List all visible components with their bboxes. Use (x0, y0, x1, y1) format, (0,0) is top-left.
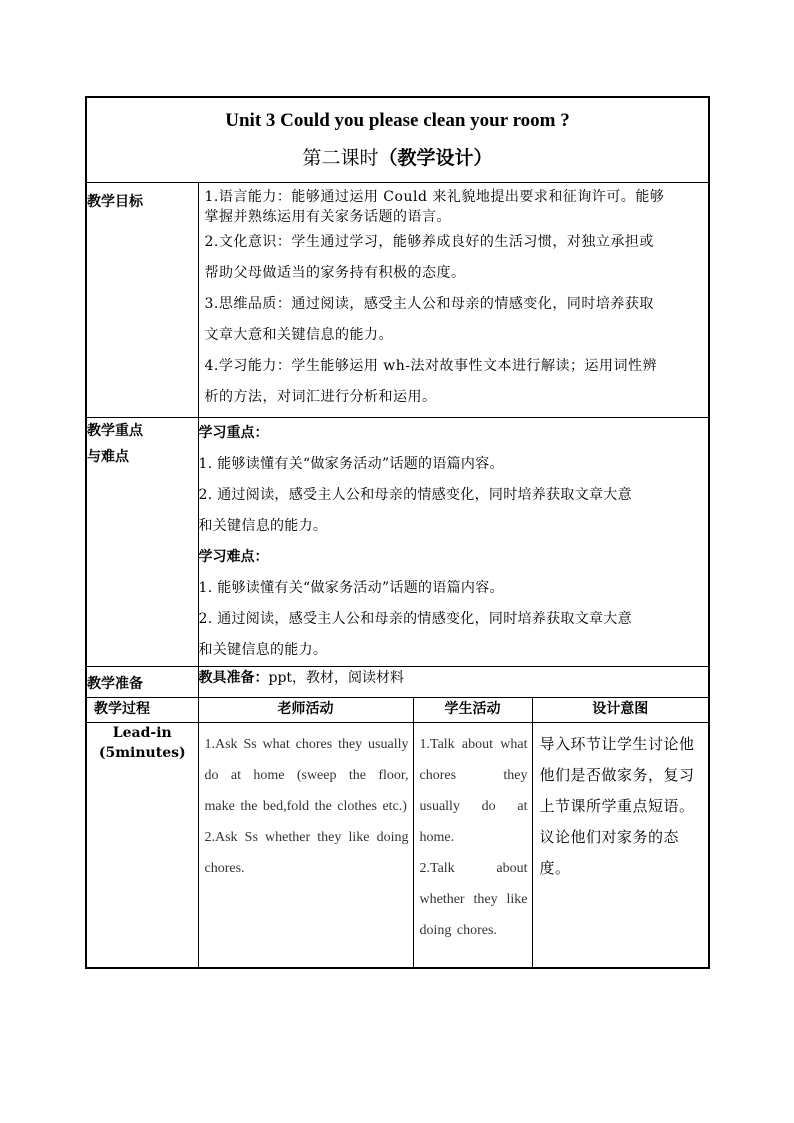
difficulty-line: 2. 通过阅读，感受主人公和母亲的情感变化，同时培养获取文章大意 (198, 611, 632, 627)
objective-line: 4.学习能力：学生能够运用 wh-法对故事性文本进行解读；运用词性辨 (204, 358, 658, 374)
objective-line: 掌握并熟练运用有关家务话题的语言。 (204, 209, 451, 225)
objective-line: 析的方法，对词汇进行分析和运用。 (204, 389, 437, 405)
lesson-plan-table (85, 96, 710, 969)
objectives-label (86, 183, 198, 418)
student-activity-header: 学生活动 (413, 698, 532, 723)
preparation-content (198, 667, 709, 698)
focus-line: 和关键信息的能力。 (198, 518, 328, 534)
lesson-title (87, 146, 708, 170)
difficulty-line: 和关键信息的能力。 (198, 642, 328, 658)
teacher-activity-2: 2.Ask Ss whether they like doing chores. (204, 830, 409, 876)
phase-duration: (5minutes) (98, 745, 186, 761)
phase-name: Lead-in (112, 725, 172, 741)
teacher-activity-header: 老师活动 (198, 698, 413, 723)
preparation-label-text: 教学准备 (87, 676, 143, 692)
key-points-label (86, 418, 198, 667)
focus-line: 2. 通过阅读，感受主人公和母亲的情感变化，同时培养获取文章大意 (198, 487, 632, 503)
objective-line: 2.文化意识：学生通过学习，能够养成良好的生活习惯，对独立承担或 (204, 234, 654, 250)
key-points-row (86, 418, 709, 667)
lead-in-row (86, 723, 709, 969)
objectives-row (86, 183, 709, 418)
objective-line: 文章大意和关键信息的能力。 (204, 327, 393, 343)
difficulty-heading: 学习难点： (198, 549, 269, 565)
title-row (86, 97, 709, 183)
title-cell (86, 97, 709, 183)
focus-heading: 学习重点： (198, 425, 269, 441)
preparation-items: ppt，教材，阅读材料 (268, 670, 405, 686)
design-intent-header: 设计意图 (532, 698, 709, 723)
student-activity-cell (413, 723, 532, 969)
objectives-label-text: 教学目标 (87, 194, 143, 210)
difficulty-line: 1. 能够读懂有关“做家务活动”话题的语篇内容。 (198, 580, 504, 596)
process-label: 教学过程 (86, 698, 198, 723)
student-activity-1: 1.Talk about what chores they usually do at home. (419, 737, 528, 845)
preparation-heading: 教具准备： (198, 670, 269, 686)
preparation-label (86, 667, 198, 698)
teacher-activity-cell (198, 723, 413, 969)
student-activity-2: 2.Talk about whether they like doing chores. (419, 861, 528, 938)
design-intent-text: 导入环节让学生讨论他他们是否做家务，复习上节课所学重点短语。议论他们对家务的态度。 (539, 735, 695, 877)
lesson-title-prefix: 第二课时 (302, 147, 379, 169)
unit-title: Unit 3 Could you please clean your room ? (225, 110, 570, 131)
preparation-row (86, 667, 709, 698)
process-header-row (86, 698, 709, 723)
teacher-activity-1: 1.Ask Ss what chores they usually do at home (sweep the floor, make the bed,fold the clothes etc.) (204, 737, 409, 814)
lesson-title-suffix: （教学设计） (378, 147, 493, 169)
key-points-label-2: 与难点 (87, 449, 129, 465)
objective-line: 1.语言能力：能够通过运用 Could 来礼貌地提出要求和征询许可。能够 (204, 189, 665, 205)
key-points-label-1: 教学重点 (87, 423, 143, 439)
phase-cell (86, 723, 198, 969)
objective-line: 帮助父母做适当的家务持有积极的态度。 (204, 265, 466, 281)
objectives-content (198, 183, 709, 418)
objective-line: 3.思维品质：通过阅读，感受主人公和母亲的情感变化，同时培养获取 (204, 296, 654, 312)
focus-line: 1. 能够读懂有关“做家务活动”话题的语篇内容。 (198, 456, 504, 472)
design-intent-cell (532, 723, 709, 969)
key-points-content (198, 418, 709, 667)
